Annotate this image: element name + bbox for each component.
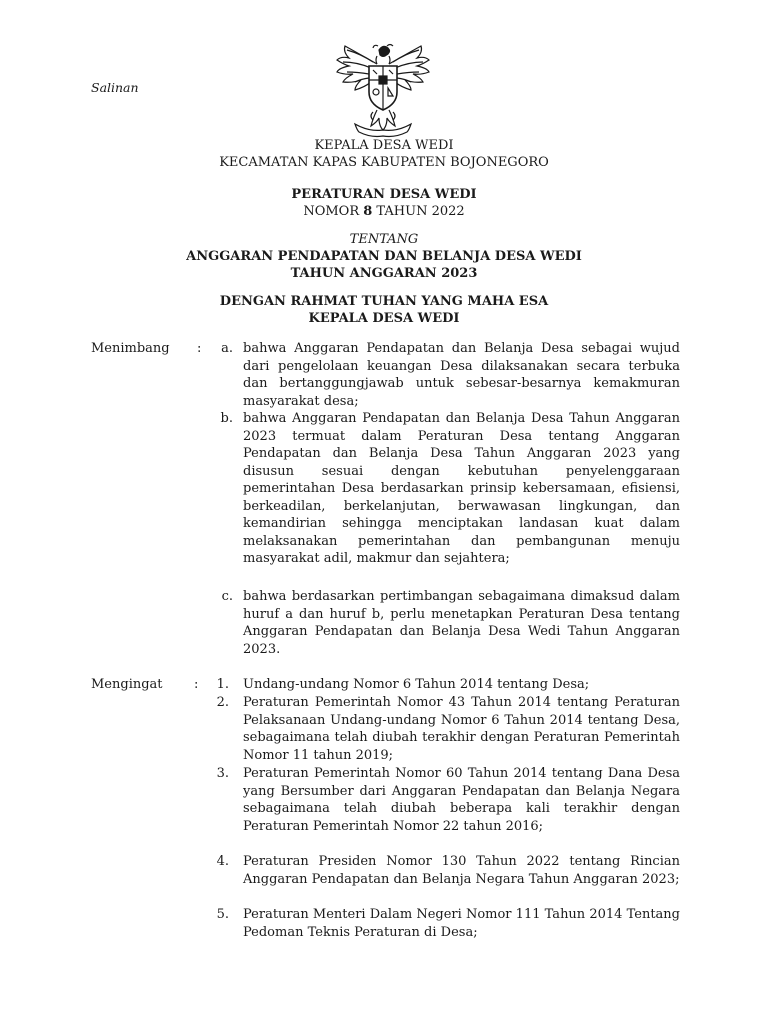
subject-line-1: ANGGARAN PENDAPATAN DAN BELANJA DESA WEDI	[186, 249, 582, 264]
menimbang-colon: :	[197, 341, 202, 356]
number-suffix: TAHUN 2022	[372, 204, 465, 219]
item-marker: 5.	[216, 907, 229, 922]
preamble-line-2: KEPALA DESA WEDI	[308, 311, 460, 326]
item-marker: 2.	[216, 695, 229, 710]
item-marker: 3.	[216, 766, 229, 781]
item-text: Peraturan Menteri Dalam Negeri Nomor 111 Tahun 2014 Tentang Pedoman Teknis Peraturan di Desa;	[243, 907, 680, 940]
item-text: bahwa berdasarkan pertimbangan sebagaimana dimaksud dalam huruf a dan huruf b, perlu menetapkan Peraturan Desa tentang Anggaran Pendapatan dan Belanja Desa Wedi Tahun Anggaran 2023.	[243, 589, 680, 657]
item-marker: b.	[220, 411, 233, 426]
tentang-label: TENTANG	[349, 232, 419, 247]
item-marker: a.	[221, 341, 233, 356]
issuer-title: KEPALA DESA WEDI	[314, 138, 454, 153]
number-prefix: NOMOR	[303, 204, 364, 219]
item-text: Peraturan Pemerintah Nomor 60 Tahun 2014 tentang Dana Desa yang Bersumber dari Anggaran Pendapatan dan Belanja Negara sebagaimana telah diubah beberapa kali terakhir dengan Peraturan Pemerintah Nomor 22 tahun 2016;	[243, 766, 680, 834]
mengingat-colon: :	[194, 677, 199, 692]
item-text: bahwa Anggaran Pendapatan dan Belanja Desa sebagai wujud dari pengelolaan keuangan Desa dilaksanakan secara terbuka dan bertanggungjawab untuk sebesar-besarnya kemakmuran masyarakat desa;	[243, 341, 680, 409]
regulation-title: PERATURAN DESA WEDI	[291, 187, 477, 202]
regulation-number	[0, 203, 768, 220]
item-text: Peraturan Pemerintah Nomor 43 Tahun 2014 tentang Peraturan Pelaksanaan Undang-undang Nomor 6 Tahun 2014 tentang Desa, sebagaimana telah diubah terakhir dengan Peraturan Pemerintah Nomor 11 tahun 2019;	[243, 695, 680, 763]
preamble-line-1: DENGAN RAHMAT TUHAN YANG MAHA ESA	[219, 294, 549, 309]
item-text: Peraturan Presiden Nomor 130 Tahun 2022 tentang Rincian Anggaran Pendapatan dan Belanja Negara Tahun Anggaran 2023;	[243, 854, 680, 887]
item-marker: c.	[221, 589, 233, 604]
item-marker: 4.	[216, 854, 229, 869]
number-value: 8	[363, 204, 373, 219]
mengingat-label: Mengingat	[91, 677, 163, 692]
salinan-label: Salinan	[91, 80, 139, 95]
menimbang-label: Menimbang	[91, 341, 170, 356]
item-marker: 1.	[216, 677, 229, 692]
item-text: bahwa Anggaran Pendapatan dan Belanja Desa Tahun Anggaran 2023 termuat dalam Peraturan Desa tentang Anggaran Pendapatan dan Belanja Desa Tahun Anggaran 2023 yang disusun sesuai dengan kebutuhan penyelenggaraan pemerintahan Desa berdasarkan prinsip kebersamaan, efisiensi, berkeadilan, berkelanjutan, berwawasan lingkungan, dan kemandirian sehingga menciptakan landasan kuat dalam melaksanakan pemerintahan dan pembangunan menuju masyarakat adil, makmur dan sejahtera;	[243, 411, 680, 566]
subject-line-2: TAHUN ANGGARAN 2023	[290, 266, 478, 281]
item-text: Undang-undang Nomor 6 Tahun 2014 tentang Desa;	[243, 677, 590, 692]
garuda-emblem-icon	[333, 42, 433, 140]
issuer-subtitle: KECAMATAN KAPAS KABUPATEN BOJONEGORO	[219, 155, 549, 170]
